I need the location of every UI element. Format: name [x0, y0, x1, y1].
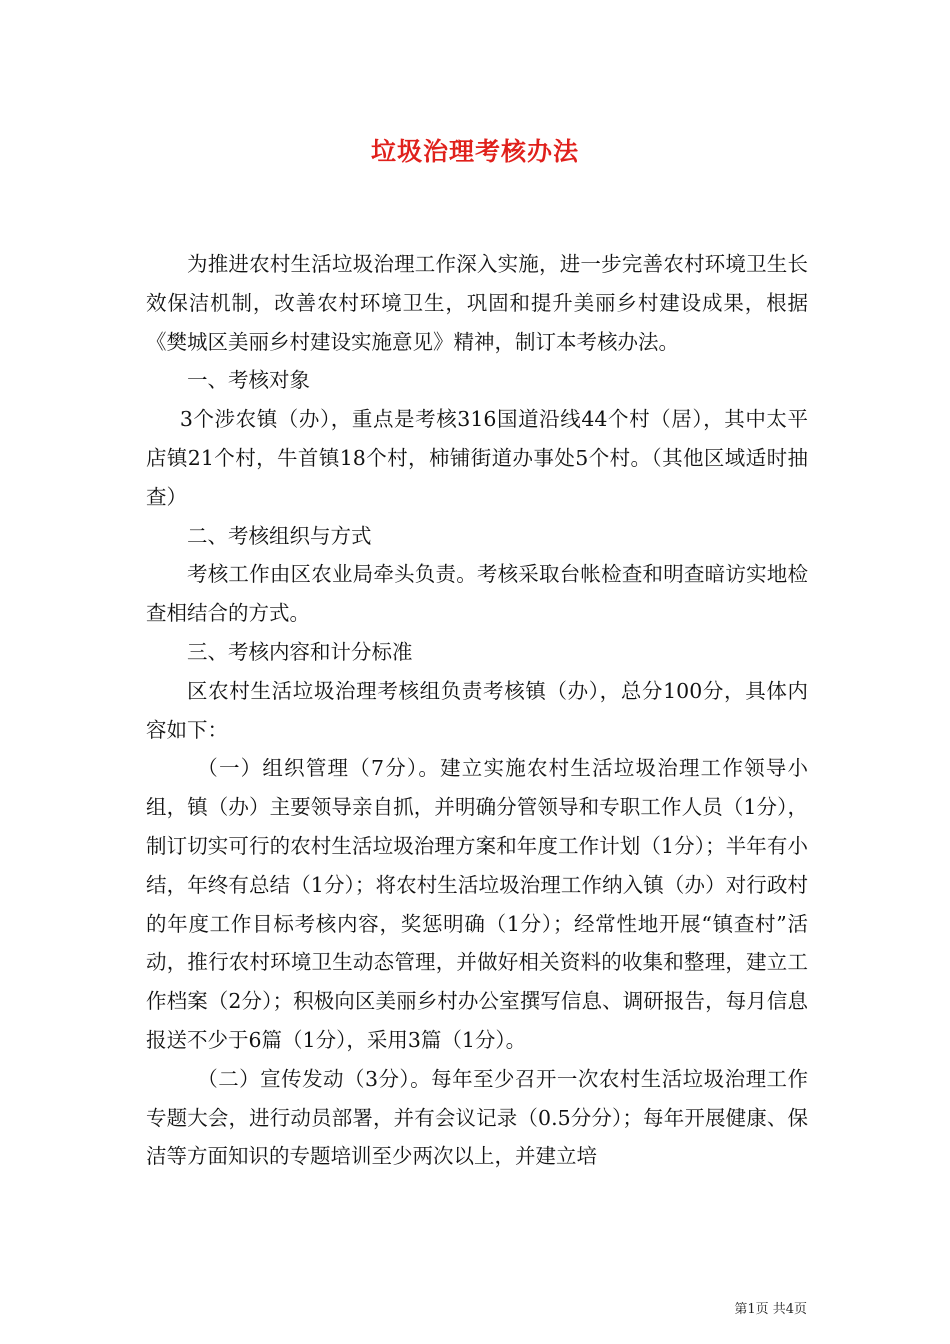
- paragraph-organization-management: （一）组织管理（7分）。建立实施农村生活垃圾治理工作领导小组，镇（办）主要领导亲自抓，并明确分管领导和专职工作人员（1分），制订切实可行的农村生活垃圾治理方案和年度工作计划（1分）；半年有小结，年终有总结（1分）；将农村生活垃圾治理工作纳入镇（办）对行政村的年度工作目标考核内容，奖惩明确（1分）；经常性地开展“镇查村”活动，推行农村环境卫生动态管理，并做好相关资料的收集和整理，建立工作档案（2分）；积极向区美丽乡村办公室撰写信息、调研报告，每月信息报送不少于6篇（1分），采用3篇（1分）。: [146, 756, 808, 1052]
- intro-paragraph: 为推进农村生活垃圾治理工作深入实施，进一步完善农村环境卫生长效保洁机制，改善农村环境卫生，巩固和提升美丽乡村建设成果，根据《樊城区美丽乡村建设实施意见》精神，制订本考核办法。: [146, 252, 808, 354]
- section-heading-assessment-target: 一、考核对象: [187, 368, 310, 393]
- paragraph-publicity-mobilization: （二）宣传发动（3分）。每年至少召开一次农村生活垃圾治理工作专题大会，进行动员部署，并有会议记录（0.5分分）；每年开展健康、保洁等方面知识的专题培训至少两次以上，并建立培: [146, 1066, 808, 1169]
- paragraph-organization-method: 考核工作由区农业局牵头负责。考核采取台帐检查和明查暗访实地检查相结合的方式。: [146, 562, 808, 626]
- document-body: [146, 245, 808, 1176]
- section-heading-organization-method: 二、考核组织与方式: [187, 523, 372, 548]
- page-number-footer: 第1页 共4页: [734, 1302, 807, 1317]
- paragraph-assessment-target: 3个涉农镇（办），重点是考核316国道沿线44个村（居），其中太平店镇21个村，牛首镇18个村，柿铺街道办事处5个村。（其他区域适时抽查）: [146, 407, 808, 509]
- paragraph-content-scoring: 区农村生活垃圾治理考核组负责考核镇（办），总分100分，具体内容如下：: [146, 678, 808, 742]
- document-title: 垃圾治理考核办法: [370, 137, 579, 166]
- section-heading-content-scoring: 三、考核内容和计分标准: [187, 639, 413, 664]
